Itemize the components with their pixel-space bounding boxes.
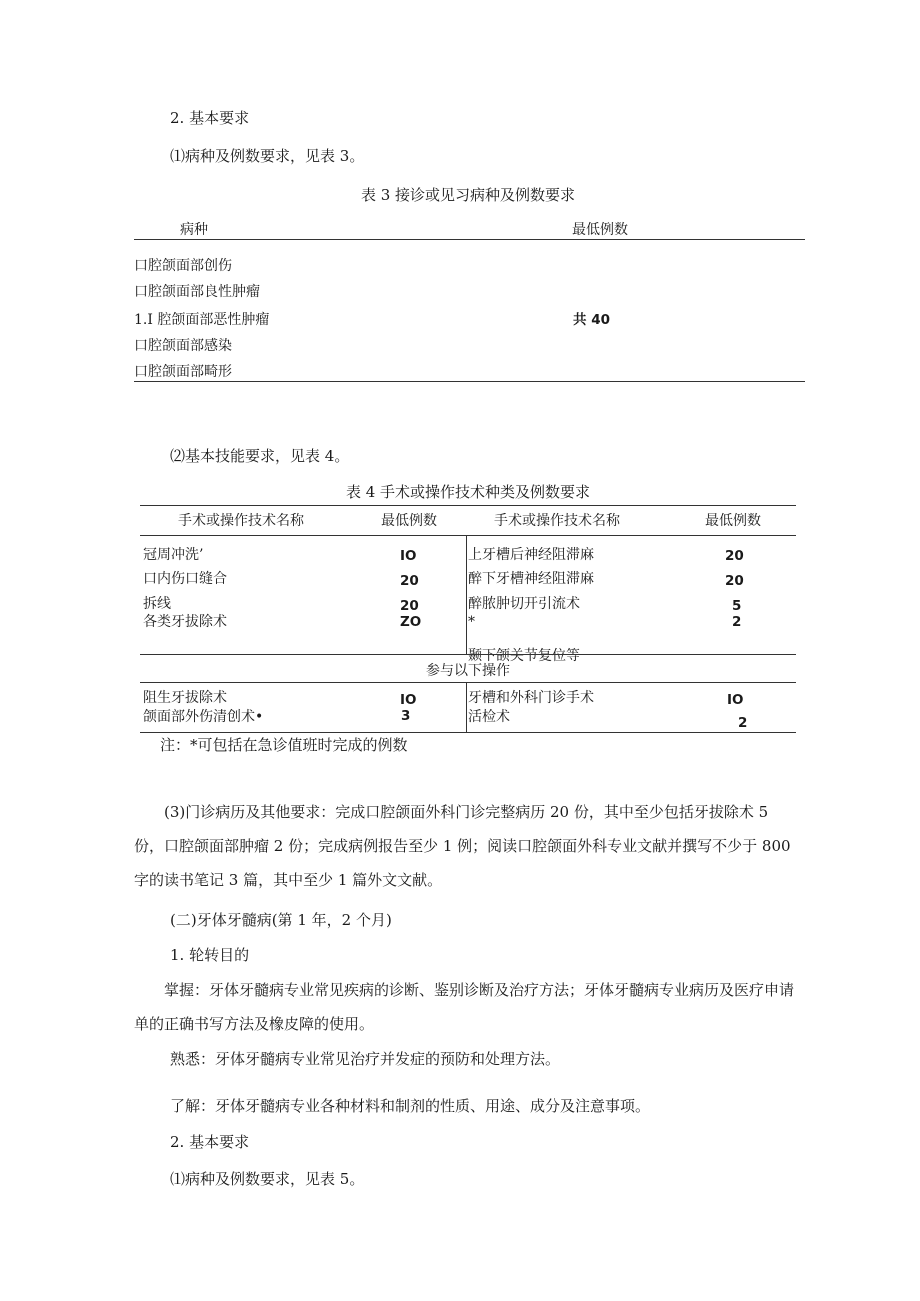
- table4-top-rule: [140, 505, 796, 506]
- table3-caption: 表 3 接诊或见习病种及例数要求: [360, 186, 576, 204]
- table3-total: 共 40: [573, 312, 610, 328]
- table4-sub-rule: [140, 682, 796, 683]
- table4-divider: [466, 535, 467, 655]
- paragraph-familiar: 熟悉：牙体牙髓病专业常见治疗并发症的预防和处理方法。: [170, 1050, 561, 1068]
- paragraph-master: 掌握：牙体牙髓病专业常见疾病的诊断、鉴别诊断及治疗方法；牙体牙髓病专业病历及医疗申请单的正确书写方法及橡皮障的使用。: [134, 981, 795, 1033]
- table3-header-rule: [134, 239, 805, 240]
- table4-row-name: 醉下牙槽神经阻滞麻: [468, 571, 594, 587]
- table4-subheader: 参与以下操作: [426, 663, 510, 679]
- table4-mid-rule: [140, 654, 796, 655]
- table4-part-name: 牙槽和外科门诊手术: [468, 690, 594, 706]
- table4-clipped-row: [468, 644, 668, 664]
- table4-row-count: ZO: [400, 614, 422, 630]
- heading-rotation-purpose: 1. 轮转目的: [170, 946, 250, 964]
- table4-part-count: 2: [738, 715, 748, 731]
- table4-part-name: 阻生牙拔除术: [143, 690, 227, 706]
- table4-row-name: 各类牙拔除术: [143, 614, 227, 630]
- table4-row-count: 20: [725, 573, 744, 589]
- heading-basic-requirements: 2. 基本要求: [170, 109, 250, 127]
- table4-bottom-rule: [140, 732, 796, 733]
- table4-row-count: 20: [725, 548, 744, 564]
- table4-row-count: 5: [732, 598, 742, 614]
- table4-note: 注：*可包括在急诊值班时完成的例数: [160, 736, 408, 754]
- paragraph-outpatient-records: (3)门诊病历及其他要求：完成口腔颌面外科门诊完整病历 20 份，其中至少包括牙拔除术 5 份，口腔颌面部肿瘤 2 份；完成病例报告至少 1 例；阅读口腔颌面外科专业文献并撰写不少于 800 字的读书笔记 3 篇，其中至少 1 篇外文文献。: [134, 803, 791, 889]
- table4-row-name: 冠周冲洗’: [143, 547, 204, 563]
- table4-row-name: 拆线: [143, 596, 171, 612]
- table4-row-count: IO: [400, 548, 417, 564]
- table3-row: 口腔颌面部畸形: [134, 364, 232, 380]
- table4-row-name: *: [468, 614, 475, 630]
- table4-part-name: 活检术: [468, 709, 510, 725]
- table4-part-count: IO: [400, 692, 417, 708]
- table4-row-count: 20: [400, 598, 419, 614]
- table4-part-count: IO: [727, 692, 744, 708]
- table4-col-name-left: 手术或操作技术名称: [178, 513, 304, 529]
- table3-col-disease: 病种: [180, 222, 208, 238]
- table3-bottom-rule: [134, 381, 805, 382]
- item-disease-requirements-2: ⑴病种及例数要求，见表 5。: [170, 1170, 365, 1188]
- table3-col-min: 最低例数: [572, 222, 628, 238]
- table4-row-count: 2: [732, 614, 742, 630]
- table4-col-count-left: 最低例数: [381, 513, 437, 529]
- section-endodontics: (二)牙体牙髓病(第 1 年，2 个月): [170, 911, 392, 929]
- table4-part-name: 颌面部外伤清创术•: [143, 709, 264, 725]
- table4-row-count: 20: [400, 573, 419, 589]
- table3-row: 口腔颌面部创伤: [134, 258, 232, 274]
- table4-col-count-right: 最低例数: [705, 513, 761, 529]
- heading-basic-requirements-2: 2. 基本要求: [170, 1133, 250, 1151]
- table4-clipped-row-text: 颞下颌关节复位等: [468, 648, 580, 664]
- table4-row-name: 醉脓肿切开引流术: [468, 596, 580, 612]
- table4-divider-lower: [466, 682, 467, 732]
- table4-col-name-right: 手术或操作技术名称: [494, 513, 620, 529]
- item-disease-requirements: ⑴病种及例数要求，见表 3。: [170, 147, 365, 165]
- table3-row: 口腔颌面部良性肿瘤: [134, 284, 260, 300]
- table3-row: 1.I 腔颌面部恶性肿瘤: [134, 312, 270, 328]
- paragraph-understand: 了解：牙体牙髓病专业各种材料和制剂的性质、用途、成分及注意事项。: [170, 1097, 651, 1115]
- item-skill-requirements: ⑵基本技能要求，见表 4。: [170, 447, 350, 465]
- table4-row-name: 口内伤口缝合: [143, 571, 227, 587]
- table4-header-rule: [140, 535, 796, 536]
- table4-part-count: 3: [401, 708, 411, 724]
- table4-row-name: 上牙槽后神经阻滞麻: [468, 547, 594, 563]
- table4-caption: 表 4 手术或操作技术种类及例数要求: [345, 483, 591, 501]
- table3-row: 口腔颌面部感染: [134, 338, 232, 354]
